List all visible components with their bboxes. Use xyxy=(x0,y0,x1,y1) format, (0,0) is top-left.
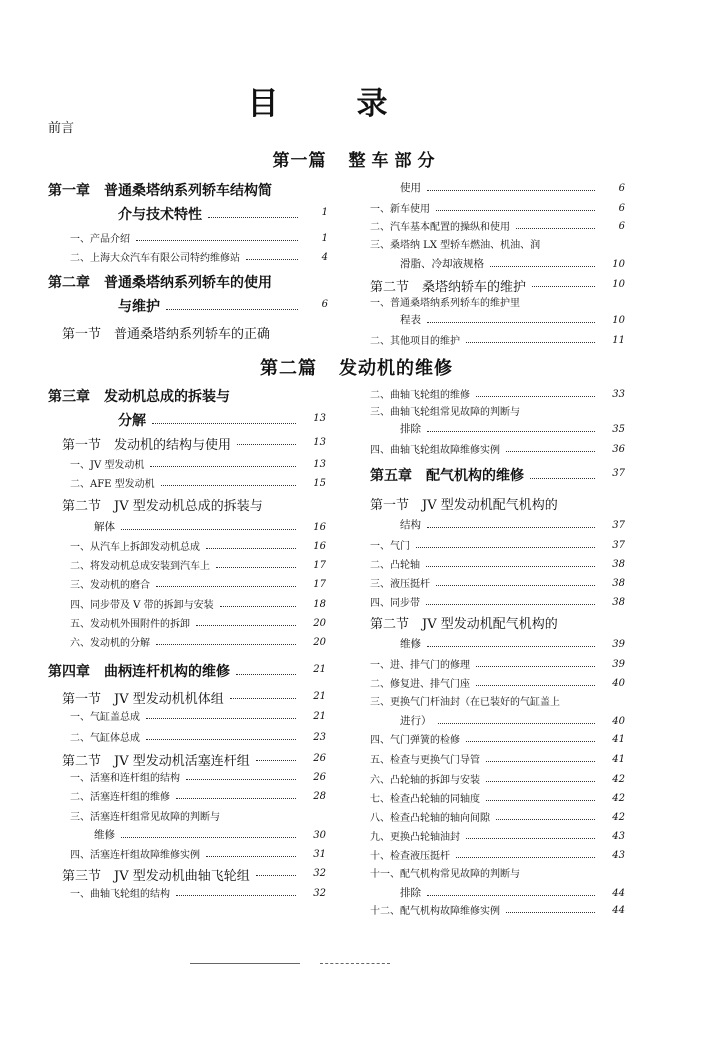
toc-page-number: 1 xyxy=(321,233,328,244)
dot-leader xyxy=(237,444,296,445)
toc-entry: 三、曲轴飞轮组常见故障的判断与 xyxy=(370,407,520,418)
dot-leader xyxy=(506,912,595,913)
toc-entry: 第一节 发动机的结构与使用 xyxy=(62,438,232,453)
dot-leader xyxy=(436,210,595,211)
dot-leader xyxy=(416,547,595,548)
toc-page-number: 44 xyxy=(612,905,625,916)
toc-entry: 五、检查与更换气门导管 xyxy=(370,755,480,766)
toc-entry: 程表 xyxy=(400,314,421,326)
toc-entry: 与维护 xyxy=(118,299,160,315)
toc-page-number: 10 xyxy=(612,279,625,290)
toc-page-number: 39 xyxy=(612,639,625,650)
foreword-entry: 前言 xyxy=(48,121,75,136)
toc-page-number: 43 xyxy=(612,850,625,861)
dot-leader xyxy=(466,342,595,343)
dot-leader xyxy=(220,606,296,607)
toc-entry: 四、气门弹簧的检修 xyxy=(370,735,460,746)
toc-page-number: 6 xyxy=(618,203,625,214)
dot-leader xyxy=(230,698,296,699)
toc-entry: 三、更换气门杆油封（在已装好的气缸盖上 xyxy=(370,697,560,708)
toc-entry: 第一节 普通桑塔纳系列轿车的正确 xyxy=(62,327,271,342)
dot-leader xyxy=(146,739,296,740)
toc-entry: 二、曲轴飞轮组的维修 xyxy=(370,390,470,401)
toc-page-number: 38 xyxy=(612,597,625,608)
toc-entry: 结构 xyxy=(400,519,421,531)
toc-entry: 三、发动机的磨合 xyxy=(70,580,150,591)
toc-page-number: 10 xyxy=(612,259,625,270)
dot-leader xyxy=(146,718,296,719)
toc-entry: 第二节 JV 型发动机配气机构的 xyxy=(370,617,558,632)
toc-entry: 一、JV 型发动机 xyxy=(70,460,145,471)
toc-page-number: 39 xyxy=(612,659,625,670)
toc-entry: 一、活塞和连杆组的结构 xyxy=(70,773,180,784)
toc-page-number: 13 xyxy=(313,437,326,448)
dot-leader xyxy=(176,798,296,799)
toc-page-number: 32 xyxy=(313,888,326,899)
toc-entry: 二、修复进、排气门座 xyxy=(370,679,470,690)
toc-page-number: 38 xyxy=(612,578,625,589)
toc-page-number: 41 xyxy=(612,754,625,765)
toc-entry: 三、活塞连杆组常见故障的判断与 xyxy=(70,812,220,823)
toc-entry: 分解 xyxy=(118,413,146,429)
toc-entry: 第二章 普通桑塔纳系列轿车的使用 xyxy=(48,275,272,291)
toc-entry: 六、凸轮轴的拆卸与安装 xyxy=(370,775,480,786)
toc-entry: 五、发动机外围附件的拆卸 xyxy=(70,619,190,630)
dot-leader xyxy=(236,674,296,675)
toc-entry: 四、同步带及 V 带的拆卸与安装 xyxy=(70,600,214,611)
dot-leader xyxy=(466,741,595,742)
dot-leader xyxy=(161,485,296,486)
dot-leader xyxy=(150,466,296,467)
dot-leader xyxy=(206,548,296,549)
part-one-title: 整车部分 xyxy=(348,151,441,171)
toc-entry: 一、产品介绍 xyxy=(70,234,130,245)
toc-entry: 第一节 JV 型发动机机体组 xyxy=(62,692,224,707)
toc-entry: 一、从汽车上拆卸发动机总成 xyxy=(70,542,200,553)
toc-page-number: 6 xyxy=(321,299,328,310)
toc-page-number: 10 xyxy=(612,315,625,326)
toc-entry: 二、凸轮轴 xyxy=(370,560,420,571)
dot-leader xyxy=(246,259,298,260)
dot-leader xyxy=(256,875,296,876)
toc-entry: 排除 xyxy=(400,887,421,899)
part-two-number: 第二篇 xyxy=(260,358,317,379)
toc-entry: 六、发动机的分解 xyxy=(70,638,150,649)
toc-page-number: 23 xyxy=(313,732,326,743)
toc-entry: 一、气缸盖总成 xyxy=(70,712,140,723)
dot-leader xyxy=(496,819,595,820)
toc-page-number: 35 xyxy=(612,424,625,435)
toc-entry: 滑脂、冷却液规格 xyxy=(400,258,484,270)
toc-page-number: 26 xyxy=(313,753,326,764)
toc-entry: 十二、配气机构故障维修实例 xyxy=(370,906,500,917)
toc-page-number: 6 xyxy=(618,183,625,194)
toc-entry: 二、汽车基本配置的操纵和使用 xyxy=(370,222,510,233)
dot-leader xyxy=(216,567,296,568)
dot-leader xyxy=(438,723,596,724)
toc-page-number: 42 xyxy=(612,774,625,785)
dot-leader xyxy=(186,779,296,780)
toc-page-number: 37 xyxy=(612,520,625,531)
dot-leader xyxy=(156,586,296,587)
toc-page-number: 13 xyxy=(313,413,326,424)
toc-entry: 八、检查凸轮轴的轴向间隙 xyxy=(370,813,490,824)
dot-leader xyxy=(256,760,296,761)
dot-leader xyxy=(436,585,595,586)
toc-page-number: 32 xyxy=(313,868,326,879)
toc-page-number: 18 xyxy=(313,599,326,610)
dot-leader xyxy=(426,566,595,567)
toc-page-number: 37 xyxy=(612,468,625,479)
toc-page-number: 11 xyxy=(612,335,625,346)
toc-entry: 第四章 曲柄连杆机构的维修 xyxy=(48,664,230,680)
toc-page-number: 36 xyxy=(612,444,625,455)
dot-leader xyxy=(490,266,595,267)
toc-entry: 一、普通桑塔纳系列轿车的维护里 xyxy=(370,298,520,309)
toc-entry: 使用 xyxy=(400,182,421,194)
toc-page-number: 42 xyxy=(612,793,625,804)
footer-rule xyxy=(190,963,300,964)
toc-entry: 进行） xyxy=(400,715,432,727)
dot-leader xyxy=(427,431,595,432)
dot-leader xyxy=(456,857,595,858)
toc-entry: 三、桑塔纳 LX 型轿车燃油、机油、润 xyxy=(370,240,541,251)
page-title: 目录 xyxy=(247,86,466,122)
dot-leader xyxy=(427,646,595,647)
toc-page-number: 38 xyxy=(612,559,625,570)
dot-leader xyxy=(136,240,298,241)
toc-page-number: 30 xyxy=(313,830,326,841)
toc-entry: 二、AFE 型发动机 xyxy=(70,479,155,490)
toc-page-number: 16 xyxy=(313,522,326,533)
toc-page-number: 26 xyxy=(313,772,326,783)
part-one-number: 第一篇 xyxy=(272,151,327,171)
toc-entry: 一、进、排气门的修理 xyxy=(370,660,470,671)
toc-entry: 第五章 配气机构的维修 xyxy=(370,468,524,484)
toc-entry: 第三节 JV 型发动机曲轴飞轮组 xyxy=(62,869,250,884)
dot-leader xyxy=(121,837,296,838)
dot-leader xyxy=(208,217,298,218)
dot-leader xyxy=(516,228,595,229)
dot-leader xyxy=(152,423,296,424)
toc-entry: 第二节 桑塔纳轿车的维护 xyxy=(370,280,527,295)
dot-leader xyxy=(196,625,296,626)
toc-page-number: 20 xyxy=(313,618,326,629)
toc-entry: 二、将发动机总成安装到汽车上 xyxy=(70,561,210,572)
toc-entry: 四、曲轴飞轮组故障维修实例 xyxy=(370,445,500,456)
toc-entry: 十一、配气机构常见故障的判断与 xyxy=(370,869,520,880)
part-two-title: 发动机的维修 xyxy=(339,358,453,379)
dot-leader xyxy=(476,685,595,686)
toc-page-number: 21 xyxy=(313,664,326,675)
toc-page-number: 4 xyxy=(321,252,328,263)
toc-entry: 第二节 JV 型发动机总成的拆装与 xyxy=(62,499,263,514)
dot-leader xyxy=(427,895,595,896)
toc-entry: 解体 xyxy=(94,521,115,533)
dot-leader xyxy=(506,451,595,452)
toc-page-number: 17 xyxy=(313,560,326,571)
dot-leader xyxy=(466,838,595,839)
toc-entry: 二、活塞连杆组的维修 xyxy=(70,792,170,803)
toc-entry: 维修 xyxy=(94,829,115,841)
dot-leader xyxy=(476,666,595,667)
toc-page-number: 15 xyxy=(313,478,326,489)
toc-page-number: 17 xyxy=(313,579,326,590)
toc-entry: 三、液压挺杆 xyxy=(370,579,430,590)
dot-leader xyxy=(486,800,595,801)
dot-leader xyxy=(486,781,595,782)
toc-page-number: 40 xyxy=(612,716,625,727)
toc-page-number: 43 xyxy=(612,831,625,842)
toc-page-number: 28 xyxy=(313,791,326,802)
dot-leader xyxy=(426,604,595,605)
dot-leader xyxy=(427,190,595,191)
dot-leader xyxy=(476,396,595,397)
dot-leader xyxy=(206,856,296,857)
toc-page-number: 44 xyxy=(612,888,625,899)
part-one-heading xyxy=(0,146,713,171)
toc-page-number: 13 xyxy=(313,459,326,470)
toc-entry: 第一章 普通桑塔纳系列轿车结构简 xyxy=(48,183,272,199)
toc-entry: 排除 xyxy=(400,423,421,435)
toc-page-number: 20 xyxy=(313,637,326,648)
toc-entry: 一、气门 xyxy=(370,541,410,552)
dot-leader xyxy=(486,761,595,762)
dot-leader xyxy=(427,322,595,323)
toc-entry: 二、上海大众汽车有限公司特约维修站 xyxy=(70,253,240,264)
footer-rule xyxy=(320,963,390,964)
toc-entry: 第一节 JV 型发动机配气机构的 xyxy=(370,498,558,513)
toc-page-number: 21 xyxy=(313,711,326,722)
toc-page-number: 1 xyxy=(321,207,328,218)
toc-page-number: 21 xyxy=(313,691,326,702)
dot-leader xyxy=(166,309,298,310)
toc-page-number: 37 xyxy=(612,540,625,551)
dot-leader xyxy=(427,527,595,528)
toc-entry: 十、检查液压挺杆 xyxy=(370,851,450,862)
toc-page-number: 42 xyxy=(612,812,625,823)
dot-leader xyxy=(532,286,595,287)
toc-page-number: 41 xyxy=(612,734,625,745)
toc-entry: 维修 xyxy=(400,638,421,650)
toc-entry: 二、其他项目的维护 xyxy=(370,336,460,347)
toc-entry: 四、同步带 xyxy=(370,598,420,609)
toc-entry: 一、新车使用 xyxy=(370,204,430,215)
toc-entry: 九、更换凸轮轴油封 xyxy=(370,832,460,843)
toc-page-number: 40 xyxy=(612,678,625,689)
toc-page-number: 16 xyxy=(313,541,326,552)
dot-leader xyxy=(156,644,296,645)
toc-entry: 介与技术特性 xyxy=(118,207,202,223)
toc-entry: 一、曲轴飞轮组的结构 xyxy=(70,889,170,900)
toc-entry: 第二节 JV 型发动机活塞连杆组 xyxy=(62,754,250,769)
toc-page-number: 31 xyxy=(313,849,326,860)
toc-entry: 第三章 发动机总成的拆装与 xyxy=(48,389,230,405)
dot-leader xyxy=(530,478,595,479)
dot-leader xyxy=(176,895,296,896)
toc-entry: 七、检查凸轮轴的同轴度 xyxy=(370,794,480,805)
dot-leader xyxy=(121,529,296,530)
toc-entry: 二、气缸体总成 xyxy=(70,733,140,744)
toc-page-number: 33 xyxy=(612,389,625,400)
toc-page-number: 6 xyxy=(618,221,625,232)
toc-entry: 四、活塞连杆组故障维修实例 xyxy=(70,850,200,861)
part-two-heading xyxy=(0,354,713,380)
